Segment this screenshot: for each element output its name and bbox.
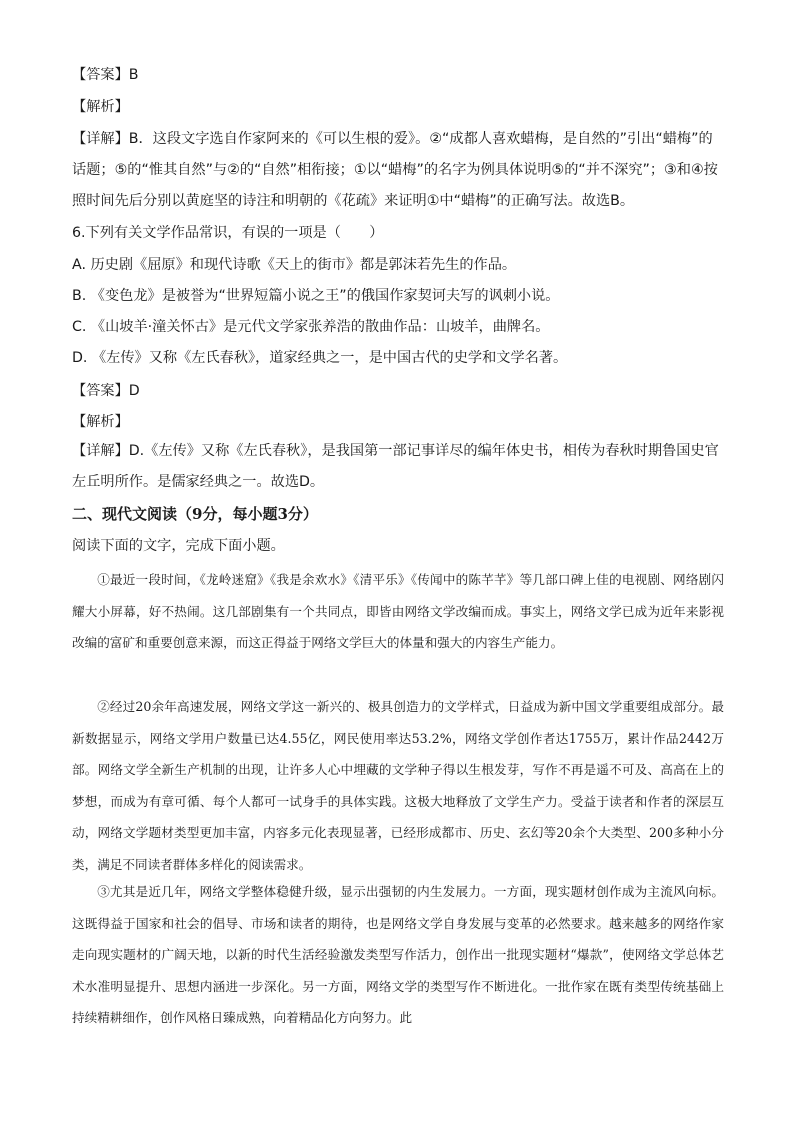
q6-analysis: 【解析】 [72,414,129,430]
q5-analysis: 【解析】 [72,99,129,115]
q6-option-a: A. 历史剧《屈原》和现代诗歌《天上的街市》都是郭沫若先生的作品。 [72,257,517,273]
q6-question: 6.下列有关文学作品常识，有误的一项是（ ） [72,225,384,241]
q6-detail: 【详解】D.《左传》又称《左氏春秋》，是我国第一部记事详尽的编年体史书，相传为春秋时期鲁国史官左丘明所作。是儒家经典之一。故选D。 [72,443,719,490]
reading-instruction: 阅读下面的文字，完成下面小题。 [72,538,285,554]
passage-paragraph-1: ①最近一段时间，《龙岭迷窟》《我是余欢水》《清平乐》《传闻中的陈芊芊》等几部口碑上佳的电视剧、网络剧闪耀大小屏幕，好不热闹。这几部剧集有一个共同点，即皆由网络文学改编而成。事实上，网络文学已成为近年来影视改编的富矿和重要创意来源，而这正得益于网络文学巨大的体量和强大的内容生产能力。 [72,572,724,650]
q6-answer: 【答案】D [72,383,140,399]
section-heading: 二、现代文阅读（9分，每小题3分） [72,505,318,523]
q6-option-b: B. 《变色龙》是被誉为“世界短篇小说之王”的俄国作家契诃夫写的讽刺小说。 [72,288,560,304]
q5-answer: 【答案】B [72,67,139,83]
q6-option-d: D. 《左传》又称《左氏春秋》，道家经典之一，是中国古代的史学和文学名著。 [72,350,568,366]
passage-paragraph-2: ②经过20余年高速发展，网络文学这一新兴的、极具创造力的文学样式，日益成为新中国文学重要组成部分。最新数据显示，网络文学用户数量已达4.55亿，网民使用率达53.2%，网络文学创作者达1755万，累计作品2442万部。网络文学全新生产机制的出现，让许多人心中埋藏的文学种子得以生根发芽，写作不再是遥不可及、高高在上的梦想，而成为有章可循、每个人都可一试身手的具体实践。这极大地释放了文学生产力。受益于读者和作者的深层互动，网络文学题材类型更加丰富，内容多元化表现显著，已经形成都市、历史、玄幻等20余个大类型、200多种小分类，满足不同读者群体多样化的阅读需求。 [72,699,724,872]
q6-option-c: C. 《山坡羊·潼关怀古》是元代文学家张养浩的散曲作品：山坡羊，曲牌名。 [72,319,550,335]
passage-paragraph-3: ③尤其是近几年，网络文学整体稳健升级，显示出强韧的内生发展力。一方面，现实题材创作成为主流风向标。这既得益于国家和社会的倡导、市场和读者的期待，也是网络文学自身发展与变革的必然要求。越来越多的网络作家走向现实题材的广阔天地，以新的时代生活经验激发类型写作活力，创作出一批现实题材“爆款”，使网络文学总体艺术水准明显提升、思想内涵进一步深化。另一方面，网络文学的类型写作不断进化。一批作家在既有类型传统基础上持续精耕细作，创作风格日臻成熟，向着精品化方向努力。此 [72,884,724,1025]
q5-detail: 【详解】B．这段文字选自作家阿来的《可以生根的爱》。②“成都人喜欢蜡梅，是自然的”引出“蜡梅”的话题；⑤的“惟其自然”与②的“自然”相衔接；①以“蜡梅”的名字为例具体说明⑤的“并不深究”；③和④按照时间先后分别以黄庭坚的诗注和明朝的《花疏》来证明①中“蜡梅”的正确写法。故选B。 [72,131,718,209]
